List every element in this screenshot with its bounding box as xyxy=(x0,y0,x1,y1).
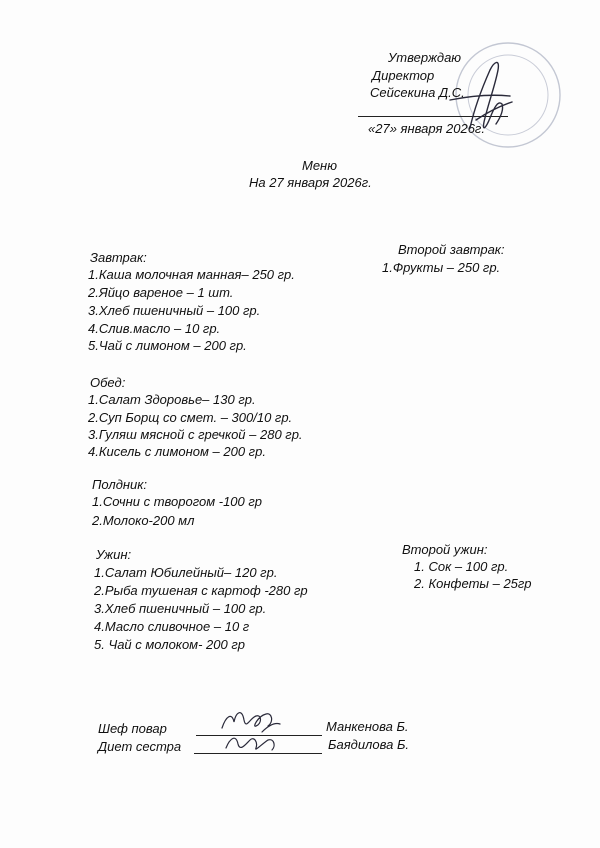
list-item: 3.Хлеб пшеничный – 100 гр. xyxy=(94,601,267,616)
list-item: 1.Салат Здоровье– 130 гр. xyxy=(88,392,256,407)
approval-title: Утверждаю xyxy=(388,50,462,65)
list-item: 4.Масло сливочное – 10 г xyxy=(94,619,250,634)
list-item: 2.Яйцо вареное – 1 шт. xyxy=(88,285,234,300)
list-item: 1. Сок – 100 гр. xyxy=(414,559,509,574)
list-item: 2.Рыба тушеная с картоф -280 гр xyxy=(94,583,308,598)
dietitian-role: Диет сестра xyxy=(98,739,182,754)
chef-name: Манкенова Б. xyxy=(326,719,409,734)
approval-date: «27» января 2026г. xyxy=(368,121,485,136)
list-item: 1.Фрукты – 250 гр. xyxy=(382,260,501,275)
page-subtitle: На 27 января 2026г. xyxy=(249,175,372,190)
list-item: 1.Каша молочная манная– 250 гр. xyxy=(88,267,295,282)
list-item: 1.Сочни с творогом -100 гр xyxy=(92,494,263,509)
snack-heading: Полдник: xyxy=(92,477,148,492)
list-item: 5.Чай с лимоном – 200 гр. xyxy=(88,338,247,353)
list-item: 3.Гуляш мясной с гречкой – 280 гр. xyxy=(88,427,303,442)
list-item: 5. Чай с молоком- 200 гр xyxy=(94,637,245,652)
approval-position: Директор xyxy=(372,68,435,83)
second-dinner-heading: Второй ужин: xyxy=(402,542,488,557)
second-breakfast-heading: Второй завтрак: xyxy=(398,242,505,257)
list-item: 4.Кисель с лимоном – 200 гр. xyxy=(88,444,266,459)
list-item: 2.Молоко-200 мл xyxy=(92,513,195,528)
list-item: 4.Слив.масло – 10 гр. xyxy=(88,321,221,336)
list-item: 2. Конфеты – 25гр xyxy=(414,576,532,591)
lunch-heading: Обед: xyxy=(90,375,126,390)
chef-role: Шеф повар xyxy=(98,721,167,736)
list-item: 3.Хлеб пшеничный – 100 гр. xyxy=(88,303,261,318)
breakfast-heading: Завтрак: xyxy=(90,250,147,265)
list-item: 2.Суп Борщ со смет. – 300/10 гр. xyxy=(88,410,293,425)
approval-name: Сейсекина Д.С. xyxy=(370,85,465,100)
dietitian-name: Баядилова Б. xyxy=(328,737,410,752)
page-title: Меню xyxy=(302,158,337,173)
list-item: 1.Салат Юбилейный– 120 гр. xyxy=(94,565,278,580)
dinner-heading: Ужин: xyxy=(96,547,132,562)
